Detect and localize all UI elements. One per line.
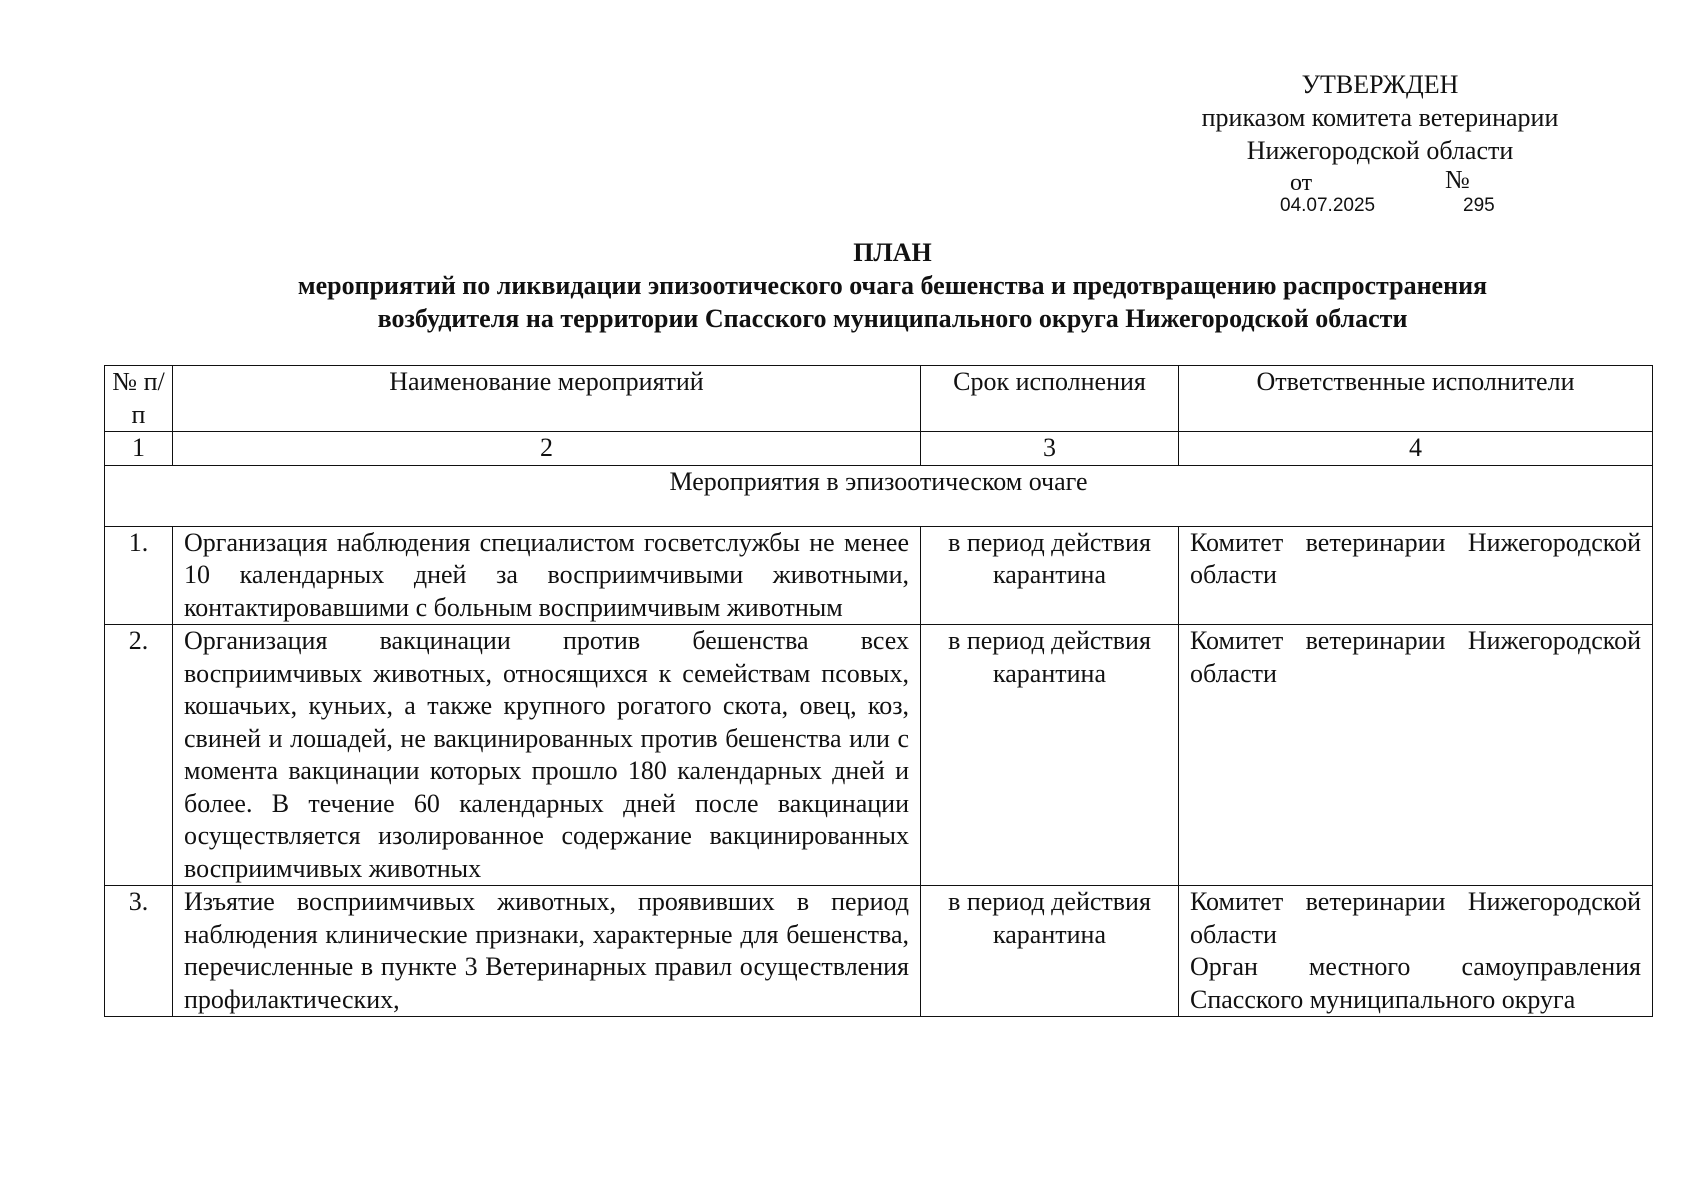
column-number-row — [105, 432, 1653, 466]
table-row — [105, 526, 1653, 625]
column-number: 4 — [1179, 432, 1653, 466]
row-term: в период действия карантина — [921, 526, 1179, 625]
row-measure: Организация вакцинации против бешенства всех восприимчивых животных, относящихся к семействам псовых, кошачьих, куньих, а также крупного рогатого скота, овец, коз, свиней и лошадей, не вакцинированных против бешенства или с момента вакцинации которых прошло 180 календарных дней и более. В течение 60 календарных дней после вакцинации осуществляется изолированное содержание вакцинированных восприимчивых животных — [173, 625, 921, 886]
row-measure-text: Изъятие восприимчивых животных, проявивших в период наблюдения клинические признаки, характерные для бешенства, перечисленные в пункте 3 Ветеринарных правил осуществления профилактических, — [184, 887, 909, 1014]
column-number: 3 — [921, 432, 1179, 466]
table-row — [105, 625, 1653, 886]
row-number: 2. — [105, 625, 173, 886]
title-line-2: возбудителя на территории Спасского муниципального округа Нижегородской области — [377, 304, 1408, 333]
row-term: в период действия карантина — [921, 886, 1179, 1017]
row-responsible — [1179, 526, 1653, 625]
approval-block — [1170, 68, 1590, 217]
responsible-item: Комитет ветеринарии Нижегородской области — [1190, 527, 1641, 589]
column-number: 1 — [105, 432, 173, 466]
approval-date: 04.07.2025 — [1280, 195, 1376, 216]
approved-label: УТВЕРЖДЕН — [1301, 70, 1459, 99]
approval-region-line: Нижегородской области — [1246, 136, 1514, 165]
table-row — [105, 886, 1653, 1017]
header-number: № п/п — [105, 366, 173, 432]
row-number: 3. — [105, 886, 173, 1017]
row-responsible — [1179, 886, 1653, 1017]
title-heading: ПЛАН — [853, 238, 932, 267]
title-line-1: мероприятий по ликвидации эпизоотического очага бешенства и предотвращению распространения — [297, 271, 1488, 300]
approval-order-line: приказом комитета ветеринарии — [1201, 103, 1559, 132]
section-title: Мероприятия в эпизоотическом очаге — [105, 465, 1653, 526]
approval-date-line — [1170, 167, 1590, 217]
header-responsible: Ответственные исполнители — [1179, 366, 1653, 432]
responsible-item: Орган местного самоуправления Спасского муниципального округа — [1190, 952, 1641, 1014]
document-title — [120, 236, 1665, 335]
row-number: 1. — [105, 526, 173, 625]
header-name: Наименование мероприятий — [173, 366, 921, 432]
number-label: № — [1445, 165, 1470, 194]
section-row — [105, 465, 1653, 526]
approval-number: 295 — [1463, 195, 1495, 216]
column-number: 2 — [173, 432, 921, 466]
row-measure: Организация наблюдения специалистом госветслужбы не менее 10 календарных дней за восприимчивыми животными, контактировавшими с больным восприимчивым животным — [173, 526, 921, 625]
row-responsible — [1179, 625, 1653, 886]
plan-table — [104, 365, 1653, 1017]
row-measure — [173, 886, 921, 1017]
row-term: в период действия карантина — [921, 625, 1179, 886]
date-label: от — [1290, 170, 1313, 196]
responsible-item: Комитет ветеринарии Нижегородской области — [1190, 626, 1641, 688]
responsible-item: Комитет ветеринарии Нижегородской области — [1190, 887, 1641, 949]
table-header-row — [105, 366, 1653, 432]
header-term: Срок исполнения — [921, 366, 1179, 432]
